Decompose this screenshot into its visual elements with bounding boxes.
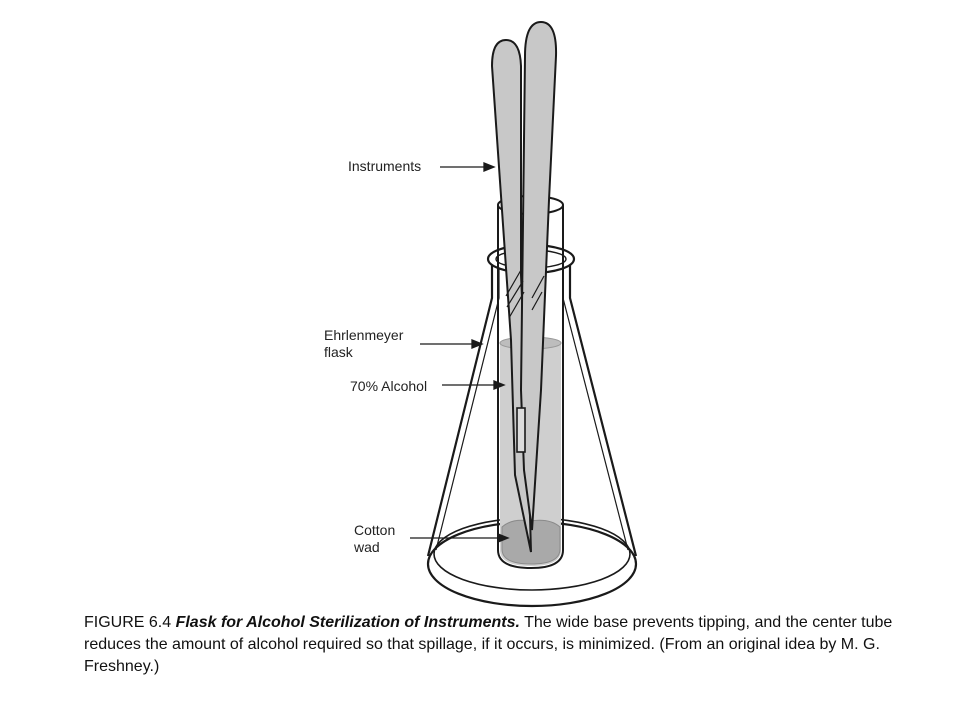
label-alcohol-text: 70% Alcohol xyxy=(350,378,428,394)
figure-caption xyxy=(84,612,934,678)
label-ehrlenmeyer-flask xyxy=(324,327,403,361)
label-cotton-line2: wad xyxy=(354,539,380,555)
callout-arrows xyxy=(410,163,508,542)
label-cotton-wad xyxy=(354,522,395,556)
arrowhead-instruments xyxy=(484,163,494,171)
instrument-slot xyxy=(517,408,525,452)
label-flask-line1: Ehrlenmeyer xyxy=(324,327,404,343)
caption-title: Flask for Alcohol Sterilization of Instruments. xyxy=(175,614,520,631)
caption-body: The wide base prevents tipping, and the center tube reduces the amount of alcohol required so that spillage, if it occurs, is minimized. (From an original idea by M. G. Freshney.) xyxy=(84,614,893,675)
label-instruments-text: Instruments xyxy=(348,158,422,174)
label-flask-line2: flask xyxy=(324,344,353,360)
label-cotton-line1: Cotton xyxy=(354,522,396,538)
label-alcohol xyxy=(350,378,427,395)
caption-figure-number: FIGURE 6.4 xyxy=(84,614,176,631)
label-instruments xyxy=(348,158,421,175)
